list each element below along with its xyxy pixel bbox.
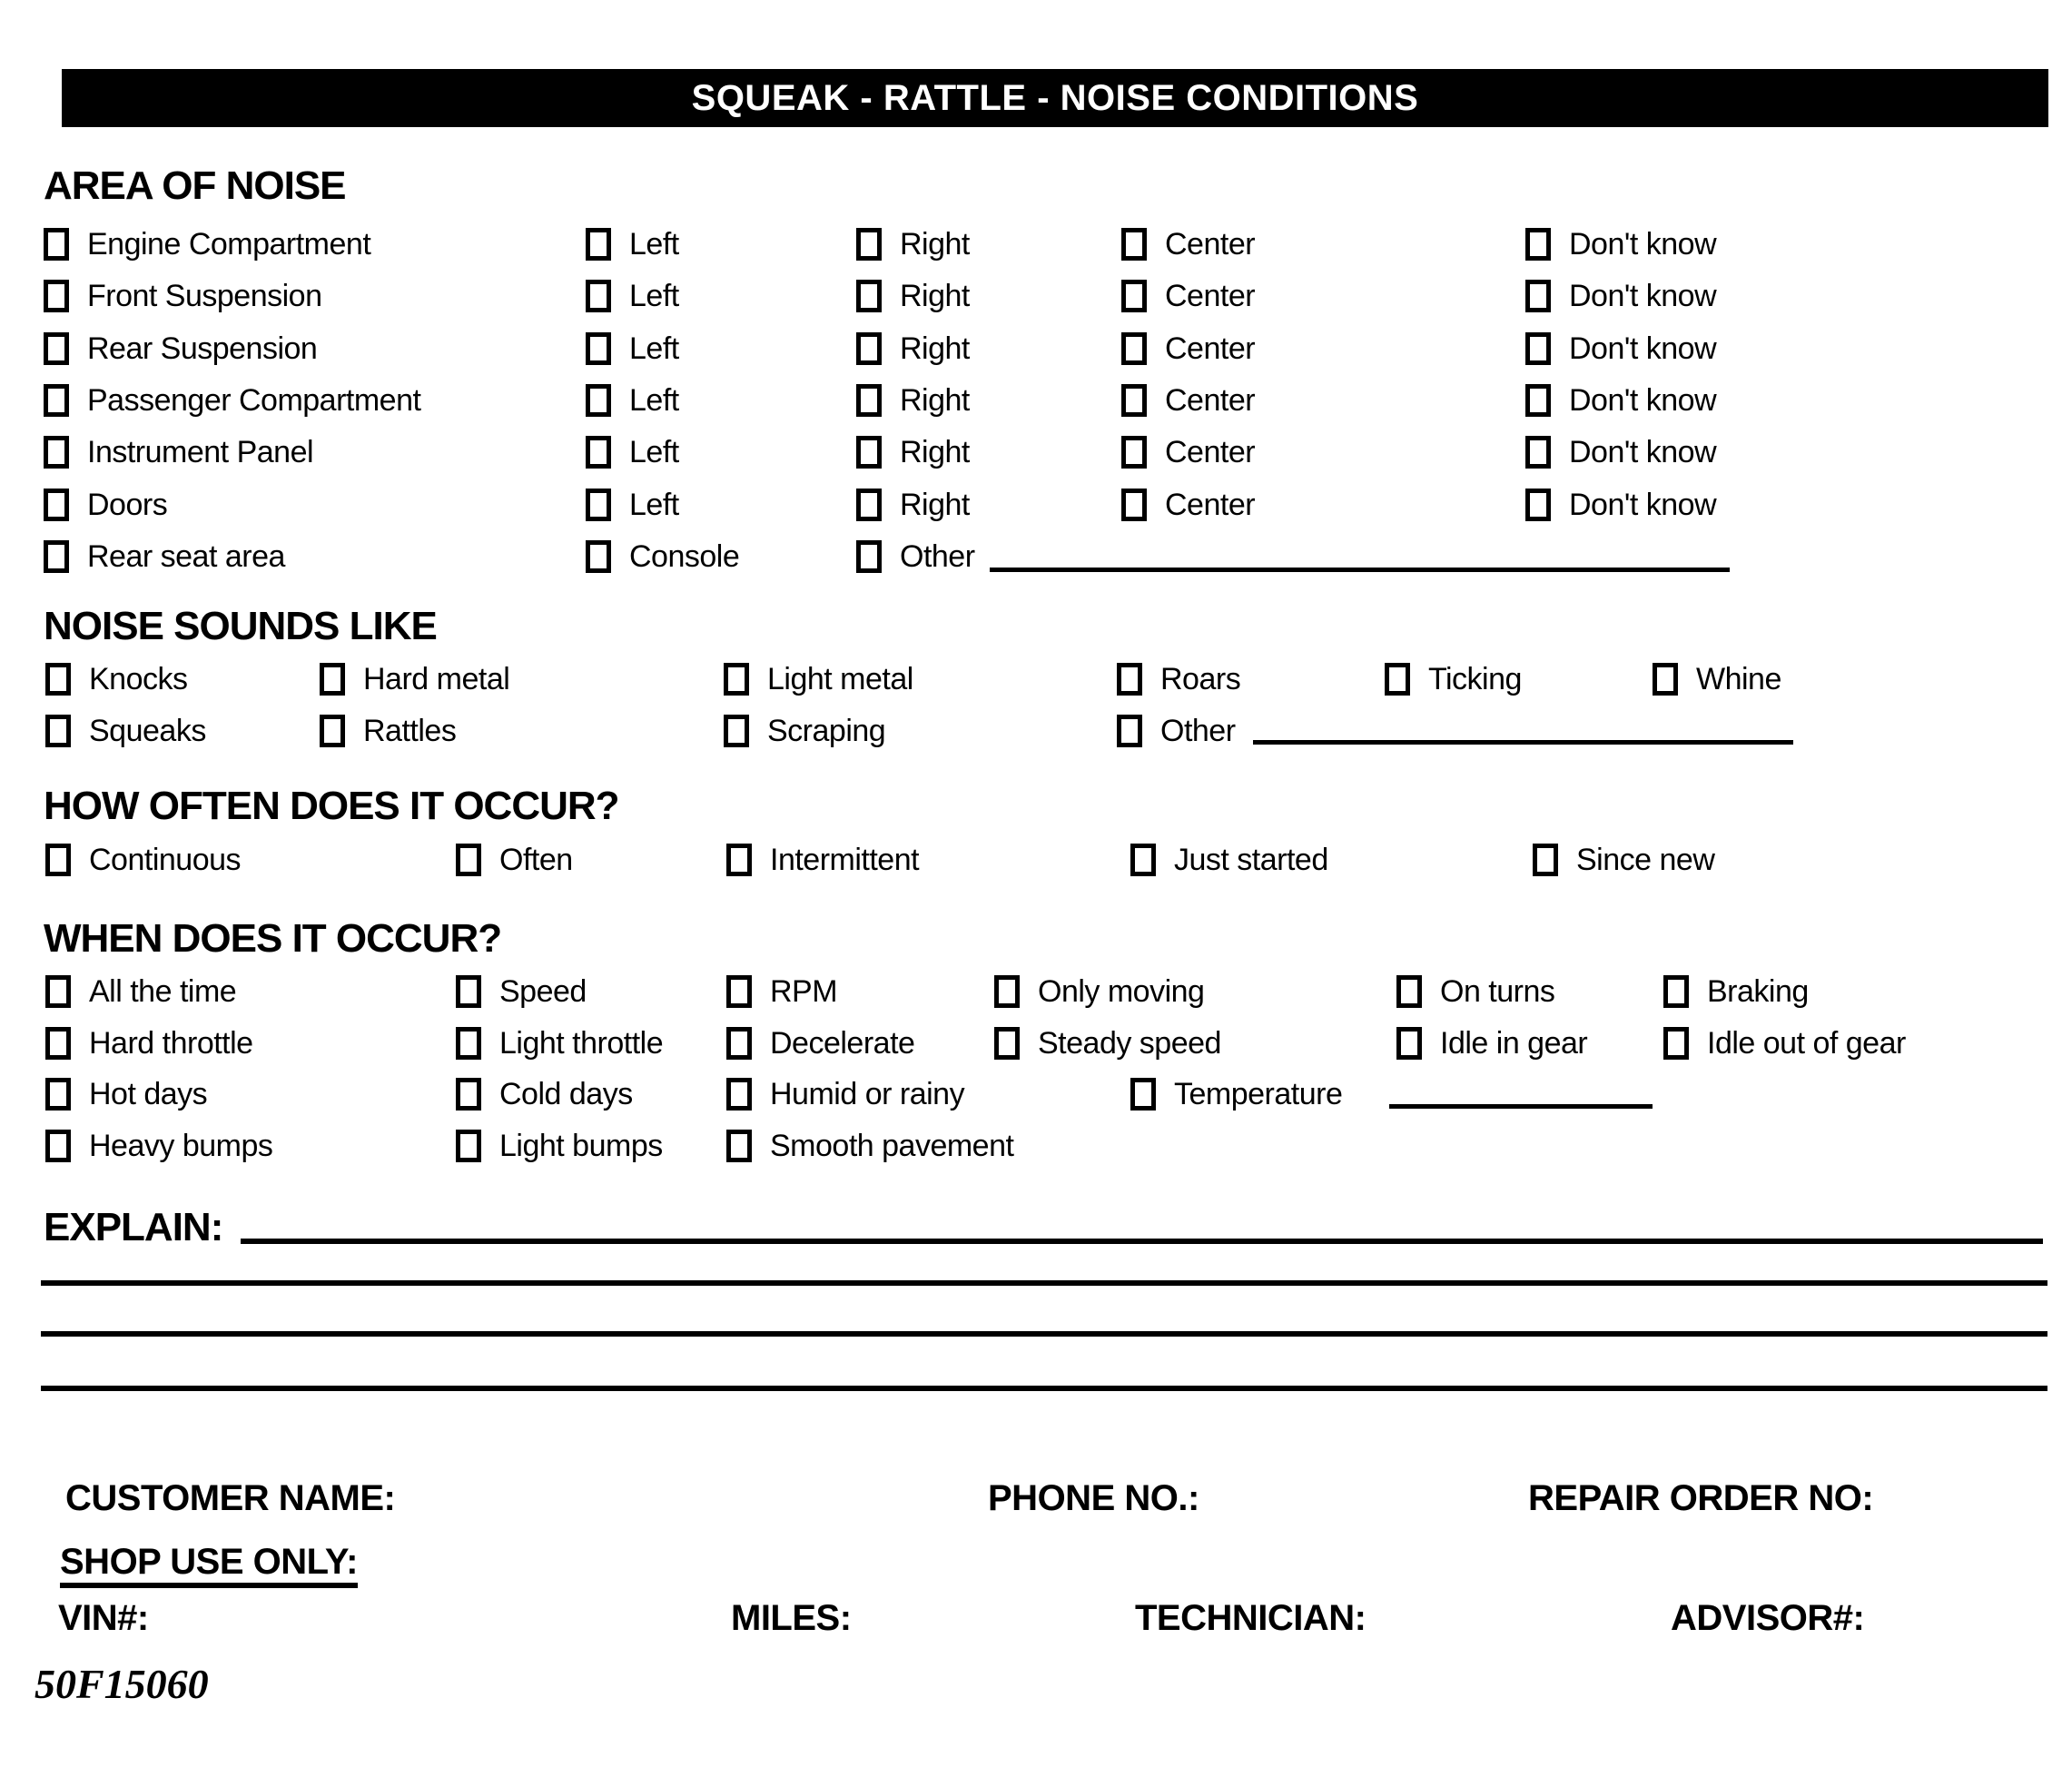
ck-rattles[interactable] — [320, 714, 456, 748]
form-code: 50F15060 — [35, 1661, 209, 1707]
checkbox-label: Right — [900, 434, 970, 469]
ck-continuous[interactable] — [45, 843, 241, 877]
checkbox-icon[interactable] — [994, 975, 1020, 1008]
ck-whine[interactable] — [1653, 662, 1781, 696]
checkbox-icon[interactable] — [44, 384, 69, 417]
checkbox-icon[interactable] — [320, 715, 345, 747]
checkbox-icon[interactable] — [320, 663, 345, 696]
checkbox-icon[interactable] — [44, 540, 69, 573]
checkbox-label: Humid or rainy — [770, 1076, 965, 1111]
checkbox-icon[interactable] — [1525, 332, 1551, 365]
checkbox-icon[interactable] — [44, 436, 69, 469]
checkbox-label: Rear Suspension — [87, 331, 318, 366]
checkbox-icon[interactable] — [1121, 280, 1147, 312]
checkbox-label: Just started — [1174, 842, 1328, 877]
label-phone-no: PHONE NO.: — [988, 1478, 1199, 1518]
ck-doors-center[interactable] — [1121, 488, 1255, 522]
checkbox-icon[interactable] — [1396, 1027, 1422, 1060]
checkbox-icon[interactable] — [45, 663, 71, 696]
checkbox-label: Continuous — [89, 842, 242, 877]
title-bar — [62, 69, 2048, 127]
ck-cold-days[interactable] — [456, 1077, 633, 1111]
checkbox-label: Often — [499, 842, 573, 877]
checkbox-icon[interactable] — [45, 1078, 71, 1111]
ck-doors-left[interactable] — [586, 488, 679, 522]
checkbox-label: RPM — [770, 973, 838, 1009]
form-title: SQUEAK - RATTLE - NOISE CONDITIONS — [691, 77, 1419, 118]
ck-all-the-time[interactable] — [45, 974, 236, 1009]
ck-front-suspension-right[interactable] — [856, 279, 970, 313]
checkbox-label: Rear seat area — [87, 538, 285, 574]
heading-how-often: HOW OFTEN DOES IT OCCUR? — [44, 784, 619, 828]
label-technician: TECHNICIAN: — [1135, 1598, 1367, 1638]
checkbox-icon[interactable] — [726, 1078, 752, 1111]
checkbox-icon[interactable] — [44, 489, 69, 521]
ck-light-throttle[interactable] — [456, 1026, 663, 1061]
checkbox-icon[interactable] — [1121, 384, 1147, 417]
checkbox-label: Don't know — [1569, 226, 1717, 262]
checkbox-label: Roars — [1160, 661, 1241, 696]
checkbox-label: Rattles — [363, 713, 457, 748]
checkbox-label: Speed — [499, 973, 587, 1009]
checkbox-icon[interactable] — [1117, 715, 1142, 747]
label-customer-name: CUSTOMER NAME: — [65, 1478, 396, 1518]
ck-instrument-panel-left[interactable] — [586, 435, 679, 469]
checkbox-icon[interactable] — [1130, 1078, 1156, 1111]
checkbox-icon[interactable] — [586, 332, 611, 365]
checkbox-icon[interactable] — [856, 436, 882, 469]
ck-temperature[interactable] — [1130, 1077, 1342, 1111]
checkbox-icon[interactable] — [586, 384, 611, 417]
label-shop-use-only: SHOP USE ONLY: — [60, 1544, 358, 1588]
checkbox-icon[interactable] — [856, 332, 882, 365]
explain-fill-line-4[interactable] — [41, 1386, 2047, 1391]
checkbox-label: Center — [1165, 434, 1256, 469]
ck-engine-compartment[interactable] — [44, 227, 370, 262]
checkbox-label: Since new — [1576, 842, 1715, 877]
ck-engine-compartment-left[interactable] — [586, 227, 679, 262]
checkbox-icon[interactable] — [1533, 844, 1558, 876]
ck-knocks[interactable] — [45, 662, 188, 696]
checkbox-icon[interactable] — [724, 715, 749, 747]
checkbox-label: Temperature — [1174, 1076, 1343, 1111]
checkbox-label: Right — [900, 331, 970, 366]
checkbox-icon[interactable] — [45, 844, 71, 876]
checkbox-icon[interactable] — [856, 384, 882, 417]
ck-just-started[interactable] — [1130, 843, 1328, 877]
checkbox-label: On turns — [1440, 973, 1555, 1009]
ck-hot-days[interactable] — [45, 1077, 207, 1111]
ck-scraping[interactable] — [724, 714, 885, 748]
heading-noise-sounds-like: NOISE SOUNDS LIKE — [44, 604, 437, 648]
ck-decelerate[interactable] — [726, 1026, 914, 1061]
checkbox-label: Center — [1165, 278, 1256, 313]
checkbox-icon[interactable] — [1117, 663, 1142, 696]
checkbox-label: Intermittent — [770, 842, 920, 877]
checkbox-label: Left — [629, 487, 679, 522]
heading-explain: EXPLAIN: — [44, 1205, 223, 1249]
checkbox-icon[interactable] — [726, 844, 752, 876]
ck-doors-dont-know[interactable] — [1525, 488, 1716, 522]
checkbox-icon[interactable] — [1525, 384, 1551, 417]
checkbox-label: Center — [1165, 382, 1256, 418]
checkbox-icon[interactable] — [1130, 844, 1156, 876]
checkbox-label: Left — [629, 226, 679, 262]
checkbox-icon[interactable] — [45, 1130, 71, 1162]
checkbox-label: Right — [900, 226, 970, 262]
ck-engine-compartment-dont-know[interactable] — [1525, 227, 1716, 262]
checkbox-label: Smooth pavement — [770, 1128, 1014, 1163]
checkbox-icon[interactable] — [1653, 663, 1678, 696]
checkbox-label: Heavy bumps — [89, 1128, 273, 1163]
checkbox-label: Left — [629, 382, 679, 418]
checkbox-icon[interactable] — [586, 228, 611, 261]
checkbox-icon[interactable] — [45, 1027, 71, 1060]
checkbox-icon[interactable] — [586, 436, 611, 469]
checkbox-label: Light metal — [767, 661, 913, 696]
checkbox-label: Center — [1165, 226, 1256, 262]
checkbox-icon[interactable] — [456, 975, 481, 1008]
ck-console[interactable] — [586, 539, 739, 574]
checkbox-label: Right — [900, 278, 970, 313]
checkbox-icon[interactable] — [456, 1027, 481, 1060]
ck-light-bumps[interactable] — [456, 1129, 663, 1163]
checkbox-label: Center — [1165, 487, 1256, 522]
checkbox-icon[interactable] — [1121, 489, 1147, 521]
checkbox-label: Passenger Compartment — [87, 382, 421, 418]
checkbox-label: Don't know — [1569, 331, 1717, 366]
checkbox-icon[interactable] — [586, 280, 611, 312]
label-miles: MILES: — [731, 1598, 852, 1638]
checkbox-icon[interactable] — [44, 280, 69, 312]
checkbox-label: Engine Compartment — [87, 226, 371, 262]
checkbox-label: Don't know — [1569, 278, 1717, 313]
checkbox-label: Light throttle — [499, 1025, 664, 1061]
ck-passenger-compartment-dont-know[interactable] — [1525, 383, 1716, 418]
ck-passenger-compartment-center[interactable] — [1121, 383, 1255, 418]
ck-rear-suspension[interactable] — [44, 331, 317, 366]
checkbox-label: Other — [1160, 713, 1236, 748]
checkbox-label: Braking — [1707, 973, 1809, 1009]
checkbox-label: Hot days — [89, 1076, 208, 1111]
checkbox-label: Left — [629, 331, 679, 366]
ck-hard-metal[interactable] — [320, 662, 509, 696]
checkbox-label: Don't know — [1569, 487, 1717, 522]
checkbox-label: Right — [900, 487, 970, 522]
checkbox-icon[interactable] — [856, 280, 882, 312]
explain-fill-line-3[interactable] — [41, 1331, 2047, 1337]
ck-passenger-compartment-left[interactable] — [586, 383, 679, 418]
ck-light-metal[interactable] — [724, 662, 913, 696]
checkbox-icon[interactable] — [994, 1027, 1020, 1060]
ck-front-suspension-dont-know[interactable] — [1525, 279, 1716, 313]
temperature-fill-line[interactable] — [1389, 1104, 1653, 1109]
checkbox-icon[interactable] — [726, 1130, 752, 1162]
checkbox-label: Only moving — [1038, 973, 1205, 1009]
ck-rear-suspension-center[interactable] — [1121, 331, 1255, 366]
checkbox-label: Whine — [1696, 661, 1781, 696]
checkbox-label: Center — [1165, 331, 1256, 366]
ck-roars[interactable] — [1117, 662, 1240, 696]
checkbox-icon[interactable] — [586, 489, 611, 521]
checkbox-label: Decelerate — [770, 1025, 915, 1061]
checkbox-icon[interactable] — [1525, 489, 1551, 521]
ck-front-suspension-left[interactable] — [586, 279, 679, 313]
ck-passenger-compartment[interactable] — [44, 383, 420, 418]
checkbox-label: Other — [900, 538, 975, 574]
ck-doors[interactable] — [44, 488, 167, 522]
checkbox-label: Front Suspension — [87, 278, 322, 313]
checkbox-label: Right — [900, 382, 970, 418]
ck-passenger-compartment-right[interactable] — [856, 383, 970, 418]
heading-when: WHEN DOES IT OCCUR? — [44, 916, 502, 961]
ck-idle-out-of-gear[interactable] — [1663, 1026, 1906, 1061]
ck-instrument-panel[interactable] — [44, 435, 313, 469]
checkbox-icon[interactable] — [1663, 975, 1689, 1008]
label-repair-order-no: REPAIR ORDER NO: — [1528, 1478, 1874, 1518]
ck-doors-right[interactable] — [856, 488, 970, 522]
checkbox-label: All the time — [89, 973, 237, 1009]
checkbox-label: Light bumps — [499, 1128, 663, 1163]
ck-ticking[interactable] — [1385, 662, 1522, 696]
ck-hard-throttle[interactable] — [45, 1026, 253, 1061]
checkbox-label: Idle in gear — [1440, 1025, 1588, 1061]
checkbox-label: Doors — [87, 487, 168, 522]
checkbox-icon[interactable] — [586, 540, 611, 573]
checkbox-label: Ticking — [1428, 661, 1522, 696]
checkbox-icon[interactable] — [856, 540, 882, 573]
ck-heavy-bumps[interactable] — [45, 1129, 272, 1163]
area-other-fill-line[interactable] — [990, 568, 1730, 572]
checkbox-label: Hard metal — [363, 661, 510, 696]
checkbox-icon[interactable] — [1396, 975, 1422, 1008]
checkbox-icon[interactable] — [1385, 663, 1410, 696]
checkbox-label: Console — [629, 538, 740, 574]
ck-instrument-panel-dont-know[interactable] — [1525, 435, 1716, 469]
ck-sounds-other[interactable] — [1117, 714, 1236, 748]
checkbox-icon[interactable] — [456, 1130, 481, 1162]
checkbox-label: Squeaks — [89, 713, 206, 748]
checkbox-icon[interactable] — [724, 663, 749, 696]
checkbox-label: Knocks — [89, 661, 188, 696]
explain-fill-line-1[interactable] — [241, 1239, 2043, 1244]
checkbox-icon[interactable] — [726, 1027, 752, 1060]
checkbox-icon[interactable] — [45, 715, 71, 747]
checkbox-icon[interactable] — [1663, 1027, 1689, 1060]
ck-since-new[interactable] — [1533, 843, 1714, 877]
sounds-other-fill-line[interactable] — [1253, 740, 1793, 745]
checkbox-label: Hard throttle — [89, 1025, 253, 1061]
checkbox-icon[interactable] — [1525, 280, 1551, 312]
ck-only-moving[interactable] — [994, 974, 1204, 1009]
ck-intermittent[interactable] — [726, 843, 919, 877]
checkbox-icon[interactable] — [726, 975, 752, 1008]
ck-rear-suspension-left[interactable] — [586, 331, 679, 366]
checkbox-label: Cold days — [499, 1076, 633, 1111]
checkbox-label: Idle out of gear — [1707, 1025, 1906, 1061]
ck-front-suspension-center[interactable] — [1121, 279, 1255, 313]
ck-rear-suspension-dont-know[interactable] — [1525, 331, 1716, 366]
checkbox-icon[interactable] — [45, 975, 71, 1008]
ck-rear-suspension-right[interactable] — [856, 331, 970, 366]
checkbox-label: Instrument Panel — [87, 434, 314, 469]
label-advisor: ADVISOR#: — [1671, 1598, 1865, 1638]
ck-on-turns[interactable] — [1396, 974, 1554, 1009]
ck-braking[interactable] — [1663, 974, 1809, 1009]
checkbox-icon[interactable] — [456, 844, 481, 876]
ck-squeaks[interactable] — [45, 714, 206, 748]
checkbox-label: Left — [629, 278, 679, 313]
ck-front-suspension[interactable] — [44, 279, 322, 313]
heading-area-of-noise: AREA OF NOISE — [44, 163, 346, 208]
ck-idle-in-gear[interactable] — [1396, 1026, 1587, 1061]
checkbox-label: Left — [629, 434, 679, 469]
checkbox-icon[interactable] — [44, 332, 69, 365]
ck-smooth-pavement[interactable] — [726, 1129, 1013, 1163]
checkbox-label: Don't know — [1569, 434, 1717, 469]
checkbox-icon[interactable] — [1121, 436, 1147, 469]
explain-fill-line-2[interactable] — [41, 1280, 2047, 1286]
checkbox-icon[interactable] — [1121, 332, 1147, 365]
ck-often[interactable] — [456, 843, 573, 877]
checkbox-icon[interactable] — [1525, 436, 1551, 469]
ck-engine-compartment-right[interactable] — [856, 227, 970, 262]
checkbox-label: Don't know — [1569, 382, 1717, 418]
checkbox-icon[interactable] — [1121, 228, 1147, 261]
checkbox-icon[interactable] — [1525, 228, 1551, 261]
checkbox-icon[interactable] — [44, 228, 69, 261]
ck-engine-compartment-center[interactable] — [1121, 227, 1255, 262]
ck-humid-or-rainy[interactable] — [726, 1077, 964, 1111]
checkbox-label: Scraping — [767, 713, 886, 748]
ck-rpm[interactable] — [726, 974, 837, 1009]
ck-steady-speed[interactable] — [994, 1026, 1221, 1061]
checkbox-icon[interactable] — [856, 228, 882, 261]
ck-area-other[interactable] — [856, 539, 975, 574]
ck-rear-seat-area[interactable] — [44, 539, 285, 574]
checkbox-icon[interactable] — [456, 1078, 481, 1111]
ck-instrument-panel-right[interactable] — [856, 435, 970, 469]
checkbox-icon[interactable] — [856, 489, 882, 521]
checkbox-label: Steady speed — [1038, 1025, 1221, 1061]
label-vin: VIN#: — [58, 1598, 149, 1638]
ck-speed[interactable] — [456, 974, 587, 1009]
ck-instrument-panel-center[interactable] — [1121, 435, 1255, 469]
